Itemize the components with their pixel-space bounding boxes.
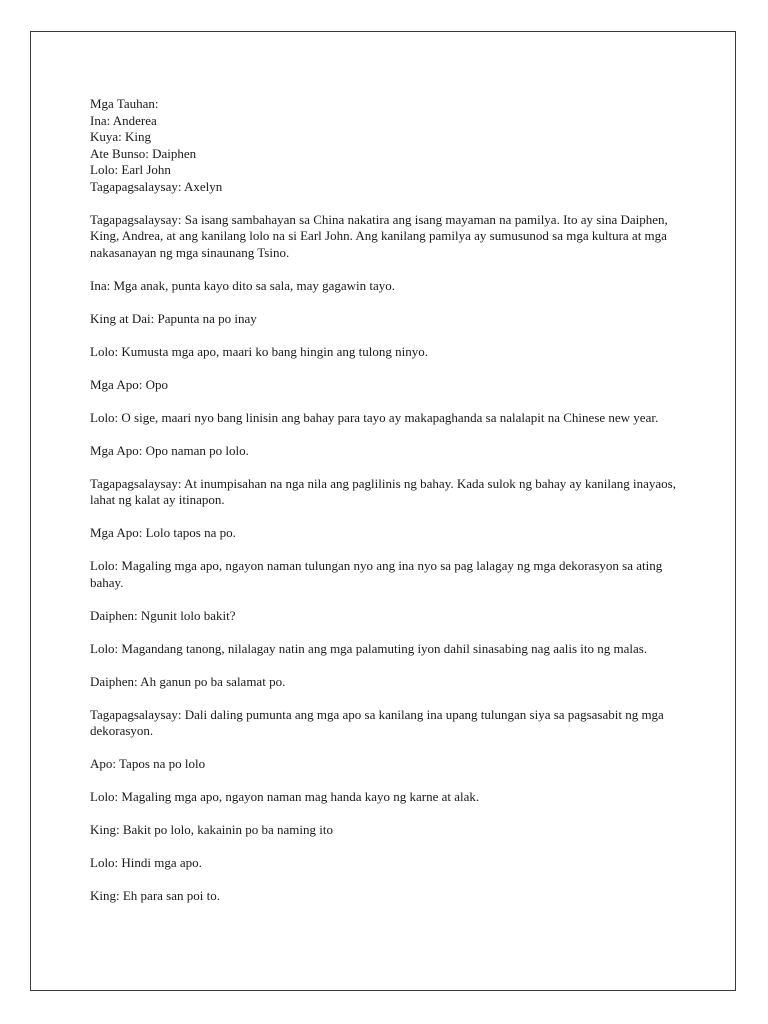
cast-list <box>90 96 680 195</box>
cast-member: Ate Bunso: Daiphen <box>90 145 197 161</box>
dialogue-line: Daiphen: Ah ganun po ba salamat po. <box>90 673 286 689</box>
dialogue-line: Lolo: Magaling mga apo, ngayon naman mag handa kayo ng karne at alak. <box>90 789 480 804</box>
dialogue-line: Mga Apo: Opo naman po lolo. <box>90 442 249 458</box>
dialogue-line: Daiphen: Ngunit lolo bakit? <box>90 607 236 623</box>
dialogue-line: King: Eh para san poi to. <box>90 888 220 903</box>
dialogue-line: Lolo: Magandang tanong, nilalagay natin ang mga palamuting iyon dahil sinasabing nag aalis ito ng malas. <box>90 640 648 656</box>
document-page <box>30 31 736 991</box>
narration-paragraph: Tagapagsalaysay: At inumpisahan na nga nila ang paglilinis ng bahay. Kada sulok ng bahay ay kanilang inayaos, lahat ng kalat ay itinapon. <box>90 475 676 507</box>
dialogue-line: Lolo: O sige, maari nyo bang linisin ang bahay para tayo ay makapaghanda sa nalalapit na Chinese new year. <box>90 409 659 425</box>
dialogue-line: Apo: Tapos na po lolo <box>90 756 206 771</box>
dialogue-line: Lolo: Kumusta mga apo, maari ko bang hingin ang tulong ninyo. <box>90 343 428 359</box>
dialogue-line: Mga Apo: Opo <box>90 376 168 392</box>
cast-member: Tagapagsalaysay: Axelyn <box>90 178 223 194</box>
cast-member: Ina: Anderea <box>90 112 157 128</box>
narration-paragraph: Tagapagsalaysay: Sa isang sambahayan sa China nakatira ang isang mayaman na pamilya. Ito ay sina Daiphen, King, Andrea, at ang kanilang lolo na si Earl John. Ang kanilang pamilya ay sumusunod sa mga kultura at mga nakasanayan ng mga sinaunang Tsino. <box>90 211 668 260</box>
dialogue-line: King at Dai: Papunta na po inay <box>90 310 257 326</box>
dialogue-line: Mga Apo: Lolo tapos na po. <box>90 525 236 540</box>
dialogue-line: Lolo: Magaling mga apo, ngayon naman tulungan nyo ang ina nyo sa pag lalagay ng mga dekorasyon sa ating bahay. <box>90 558 663 590</box>
document-body <box>90 96 680 921</box>
dialogue-line: Ina: Mga anak, punta kayo dito sa sala, may gagawin tayo. <box>90 277 396 293</box>
dialogue-line: Lolo: Hindi mga apo. <box>90 855 202 870</box>
cast-member: Lolo: Earl John <box>90 162 171 177</box>
cast-member: Kuya: King <box>90 129 152 144</box>
cast-heading: Mga Tauhan: <box>90 96 159 111</box>
dialogue-line: King: Bakit po lolo, kakainin po ba naming ito <box>90 822 334 837</box>
narration-paragraph: Tagapagsalaysay: Dali daling pumunta ang mga apo sa kanilang ina upang tulungan siya sa pagsasabit ng mga dekorasyon. <box>90 706 664 738</box>
